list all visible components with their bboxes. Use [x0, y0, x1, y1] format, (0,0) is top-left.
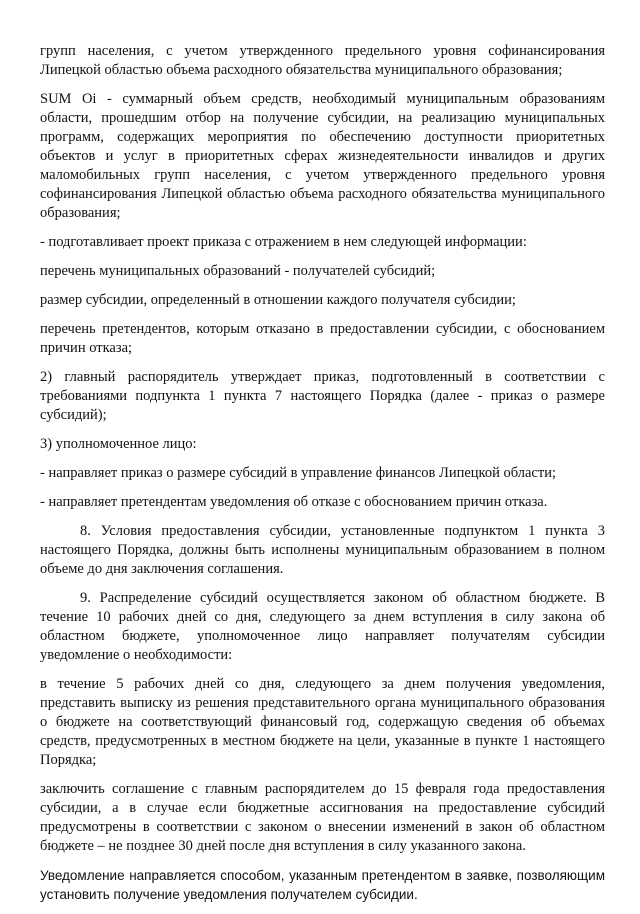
paragraph-list-municipalities: перечень муниципальных образований - получателей субсидий;: [40, 263, 436, 279]
paragraph-notification-method: Уведомление направляется способом, указанным претендентом в заявке, позволяющим установить получение уведомления получателем субсидии.: [40, 868, 605, 902]
paragraph-item-2: 2) главный распорядитель утверждает приказ, подготовленный в соответствии с требованиями подпункта 1 пункта 7 настоящего Порядка (далее - приказ о размере субсидий);: [40, 369, 605, 423]
paragraph-sends-refusals: - направляет претендентам уведомления об отказе с обоснованием причин отказа.: [40, 494, 548, 510]
paragraph-sum-definition: SUM Oi - суммарный объем средств, необходимый муниципальным образованиям области, прошедшим отбор на получение субсидии, на реализацию муниципальных программ, содержащих мероприятия по обеспечению доступности приоритетных объектов и услуг в приоритетных сферах жизнедеятельности инвалидов и других маломобильных групп населения, с учетом утвержденного предельного уровня софинансирования Липецкой областью объема расходного обязательства муниципального образования;: [40, 91, 605, 221]
paragraph-section-9: 9. Распределение субсидий осуществляется законом об областном бюджете. В течение 10 рабочих дней со дня, следующего за днем вступления в силу закона об областном бюджете, уполномоченное лицо направляет получателям субсидии уведомление о необходимости:: [40, 590, 605, 663]
paragraph-section-8: 8. Условия предоставления субсидии, установленные подпунктом 1 пункта 3 настоящего Порядка, должны быть исполнены муниципальным образованием в полном объеме до дня заключения соглашения.: [40, 523, 605, 577]
paragraph-1: групп населения, с учетом утвержденного предельного уровня софинансирования Липецкой областью объема расходного обязательства муниципального образования;: [40, 43, 605, 78]
document-page: [40, 42, 605, 914]
paragraph-sends-order: - направляет приказ о размере субсидий в управление финансов Липецкой области;: [40, 465, 556, 481]
paragraph-subsidy-size: размер субсидии, определенный в отношении каждого получателя субсидии;: [40, 292, 516, 308]
paragraph-agreement: заключить соглашение с главным распорядителем до 15 февраля года предоставления субсидии, а в случае если бюджетные ассигнования на предоставление субсидий предусмотрены в соответствии с законом о внесении изменений в закон об областном бюджете – не позднее 30 дней после дня вступления в силу указанного закона.: [40, 781, 605, 854]
paragraph-refused-applicants: перечень претендентов, которым отказано в предоставлении субсидии, с обоснованием причин отказа;: [40, 321, 605, 356]
paragraph-prepares-order: - подготавливает проект приказа с отражением в нем следующей информации:: [40, 234, 527, 250]
paragraph-item-3: 3) уполномоченное лицо:: [40, 436, 197, 452]
paragraph-5-days: в течение 5 рабочих дней со дня, следующего за днем получения уведомления, представить выписку из решения представительного органа муниципального образования о бюджете на соответствующий финансовый год, содержащую сведения об объемах средств, предусмотренных в местном бюджете на цели, указанные в пункте 1 настоящего Порядка;: [40, 676, 605, 768]
